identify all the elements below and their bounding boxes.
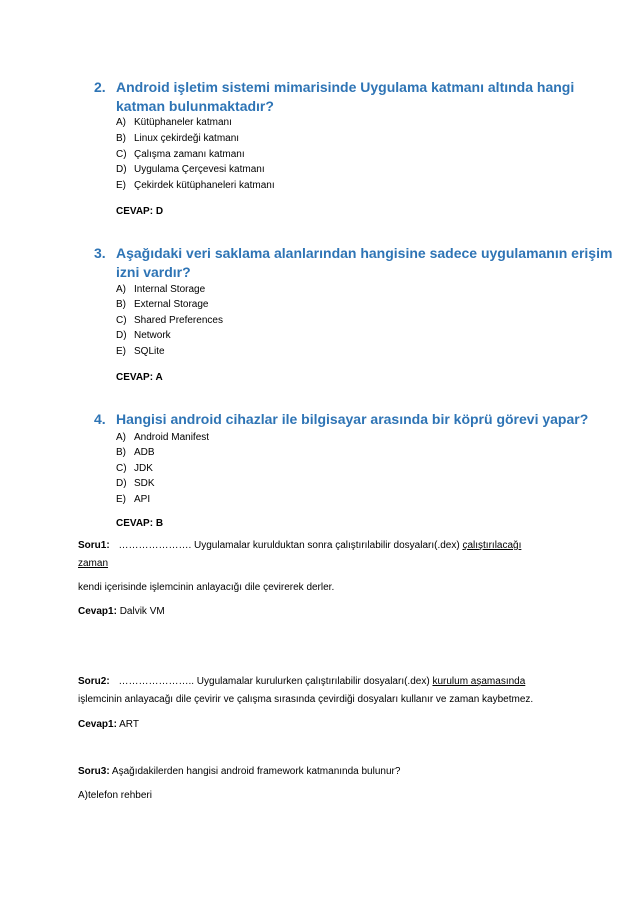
option-text: Linux çekirdeği katmanı (134, 133, 240, 144)
soru1-answer (78, 606, 165, 617)
option-letter: D) (116, 478, 127, 489)
option-text: Android Manifest (134, 432, 210, 443)
question-number: 2. (94, 79, 106, 95)
soru2-text: Uygulamalar kurulurken çalıştırılabilir dosyaları(.dex) (196, 676, 430, 687)
option-text: JDK (134, 463, 153, 474)
answer-label: Cevap1: (78, 606, 117, 617)
option-text: Kütüphaneler katmanı (134, 117, 232, 128)
option-text: ADB (134, 447, 155, 458)
soru2-line1 (78, 676, 525, 687)
soru2-answer (78, 719, 139, 730)
answer-value: Dalvik VM (119, 606, 165, 617)
soru1-label: Soru1: (78, 540, 110, 551)
question-text-line1: Hangisi android cihazlar ile bilgisayar arasında bir köprü görevi yapar? (116, 411, 589, 427)
soru2-underlined-text: kurulum aşamasında (432, 676, 526, 687)
option-letter: E) (116, 494, 126, 505)
option-text: Network (134, 330, 171, 341)
option-letter: E) (116, 180, 126, 191)
option-letter: A) (116, 284, 126, 295)
question-text-line1: Aşağıdaki veri saklama alanlarından hangisine sadece uygulamanın erişim (116, 245, 613, 261)
option-letter: A) (116, 117, 126, 128)
soru1-blank: …………………. (118, 540, 192, 551)
option-text: Çekirdek kütüphaneleri katmanı (134, 180, 275, 191)
soru2-label: Soru2: (78, 676, 110, 687)
soru2-line2: işlemcinin anlayacağı dile çevirir ve çalışma sırasında çevirdiği dosyaları kullanır ve zaman kaybetmez. (78, 694, 534, 705)
option-letter: B) (116, 447, 126, 458)
option-text: Internal Storage (134, 284, 206, 295)
option-letter: D) (116, 164, 127, 175)
soru3-label: Soru3: (78, 766, 110, 777)
option-text: Uygulama Çerçevesi katmanı (134, 164, 265, 175)
option-letter: D) (116, 330, 127, 341)
question-number: 3. (94, 245, 106, 261)
soru1-line1 (78, 540, 521, 551)
option-text: Çalışma zamanı katmanı (134, 149, 245, 160)
soru2-blank: ………………….. (118, 676, 195, 687)
soru3-line1 (78, 766, 400, 777)
answer-label: CEVAP: A (116, 372, 163, 383)
option-letter: C) (116, 463, 127, 474)
answer-label: CEVAP: B (116, 518, 164, 529)
answer-label: CEVAP: D (116, 206, 164, 217)
option-text: SDK (134, 478, 155, 489)
question-text-line2: izni vardır? (116, 264, 191, 280)
option-letter: C) (116, 149, 127, 160)
soru1-underlined-text-cont: zaman (78, 558, 109, 569)
answer-value: ART (119, 719, 139, 730)
option-text: API (134, 494, 151, 505)
soru1-underlined-text: çalıştırılacağı (462, 540, 522, 551)
option-text: Shared Preferences (134, 315, 223, 326)
option-letter: B) (116, 299, 126, 310)
option-letter: E) (116, 346, 126, 357)
soru1-text: Uygulamalar kurulduktan sonra çalıştırılabilir dosyaları(.dex) (194, 540, 460, 551)
option-text: External Storage (134, 299, 209, 310)
question-text-line1: Android işletim sistemi mimarisinde Uygulama katmanı altında hangi (116, 79, 575, 95)
question-text-line2: katman bulunmaktadır? (116, 98, 274, 114)
question-number: 4. (94, 411, 106, 427)
soru3-option-a: A)telefon rehberi (78, 790, 152, 801)
soru1-line3: kendi içerisinde işlemcinin anlayacığı dile çevirerek derler. (78, 582, 335, 593)
option-letter: A) (116, 432, 126, 443)
option-letter: C) (116, 315, 127, 326)
option-letter: B) (116, 133, 126, 144)
soru3-text: Aşağıdakilerden hangisi android framework katmanında bulunur? (111, 766, 401, 777)
answer-label: Cevap1: (78, 719, 117, 730)
option-text: SQLite (134, 346, 165, 357)
